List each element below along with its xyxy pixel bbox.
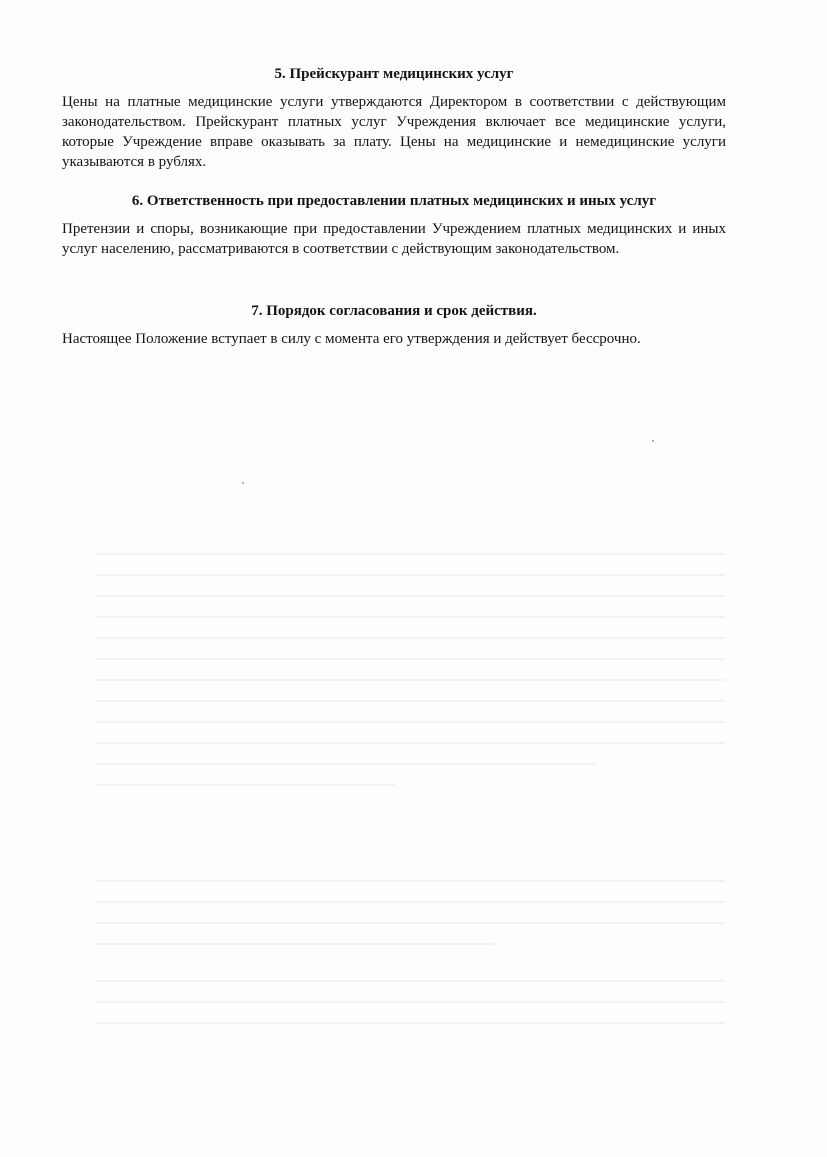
section-7-heading: 7. Порядок согласования и срок действия. [251,303,537,319]
section-price-list [62,64,726,172]
section-7-text: Настоящее Положение вступает в силу с момента его утверждения и действует бессрочно. [62,331,641,347]
section-5-heading: 5. Прейскурант медицинских услуг [274,66,514,82]
section-6-text: Претензии и споры, возникающие при предоставлении Учреждением платных медицинских и иных услуг населению, рассматриваются в соответствии с действующим законодательством. [62,221,726,257]
section-6-heading: 6. Ответственность при предоставлении платных медицинских и иных услуг [131,193,657,209]
section-5-text: Цены на платные медицинские услуги утверждаются Директором в соответствии с действующим законодательством. Прейскурант платных услуг Учреждения включает все медицинские услуги, которые Учреждение вправе оказывать за плату. Цены на медицинские и немедицинские услуги указываются в рублях. [62,94,726,170]
section-responsibility [62,191,726,259]
section-validity [62,301,726,349]
